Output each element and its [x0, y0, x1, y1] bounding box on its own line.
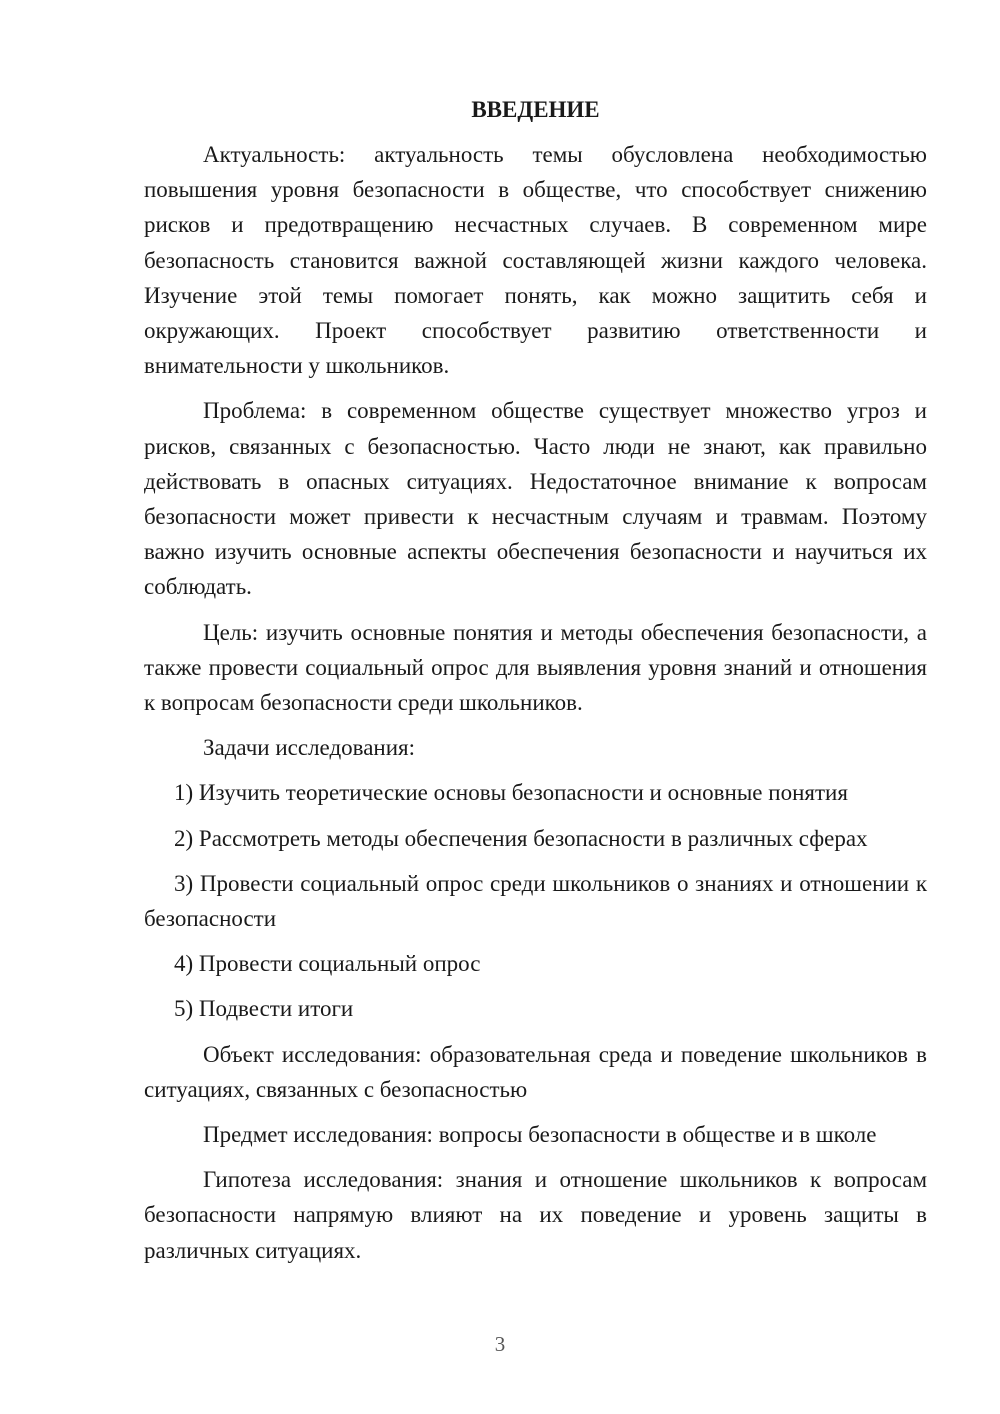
list-item: 5) Подвести итоги [174, 996, 354, 1022]
tasks-list [144, 775, 927, 1026]
section-title: ВВЕДЕНИЕ [471, 97, 600, 122]
paragraph-subject: Предмет исследования: вопросы безопасности в обществе и в школе [203, 1122, 877, 1148]
paragraph-relevance: Актуальность: актуальность темы обусловлена необходимостью повышения уровня безопасности в обществе, что способствует снижению рисков и предотвращению несчастных случаев. В современном мире безопасность становится важной составляющей жизни каждого человека. Изучение этой темы помогает понять, как можно защитить себя и окружающих. Проект способствует развитию ответственности и внимательности у школьников. [144, 142, 927, 379]
list-item: 4) Провести социальный опрос [174, 951, 481, 977]
list-item: 2) Рассмотреть методы обеспечения безопасности в различных сферах [174, 825, 868, 851]
paragraph-problem: Проблема: в современном обществе существует множество угроз и рисков, связанных с безопасностью. Часто люди не знают, как правильно действовать в опасных ситуациях. Недостаточное внимание к вопросам безопасности может привести к несчастным случаям и травмам. Поэтому важно изучить основные аспекты обеспечения безопасности и научиться их соблюдать. [144, 398, 927, 600]
tasks-heading: Задачи исследования: [203, 735, 416, 761]
paragraph-object: Объект исследования: образовательная среда и поведение школьников в ситуациях, связанных с безопасностью [144, 1041, 927, 1102]
list-item: 3) Провести социальный опрос среди школьников о знаниях и отношении к безопасности [144, 870, 927, 932]
list-item: 1) Изучить теоретические основы безопасности и основные понятия [174, 780, 848, 806]
page-content [144, 92, 927, 1278]
page-number: 3 [494, 1332, 506, 1356]
page-number-container [72, 1332, 1000, 1357]
paragraph-goal: Цель: изучить основные понятия и методы обеспечения безопасности, а также провести социальный опрос для выявления уровня знаний и отношения к вопросам безопасности среди школьников. [144, 619, 927, 716]
paragraph-hypothesis: Гипотеза исследования: знания и отношение школьников к вопросам безопасности напрямую влияют на их поведение и уровень защиты в различных ситуациях. [144, 1167, 927, 1263]
